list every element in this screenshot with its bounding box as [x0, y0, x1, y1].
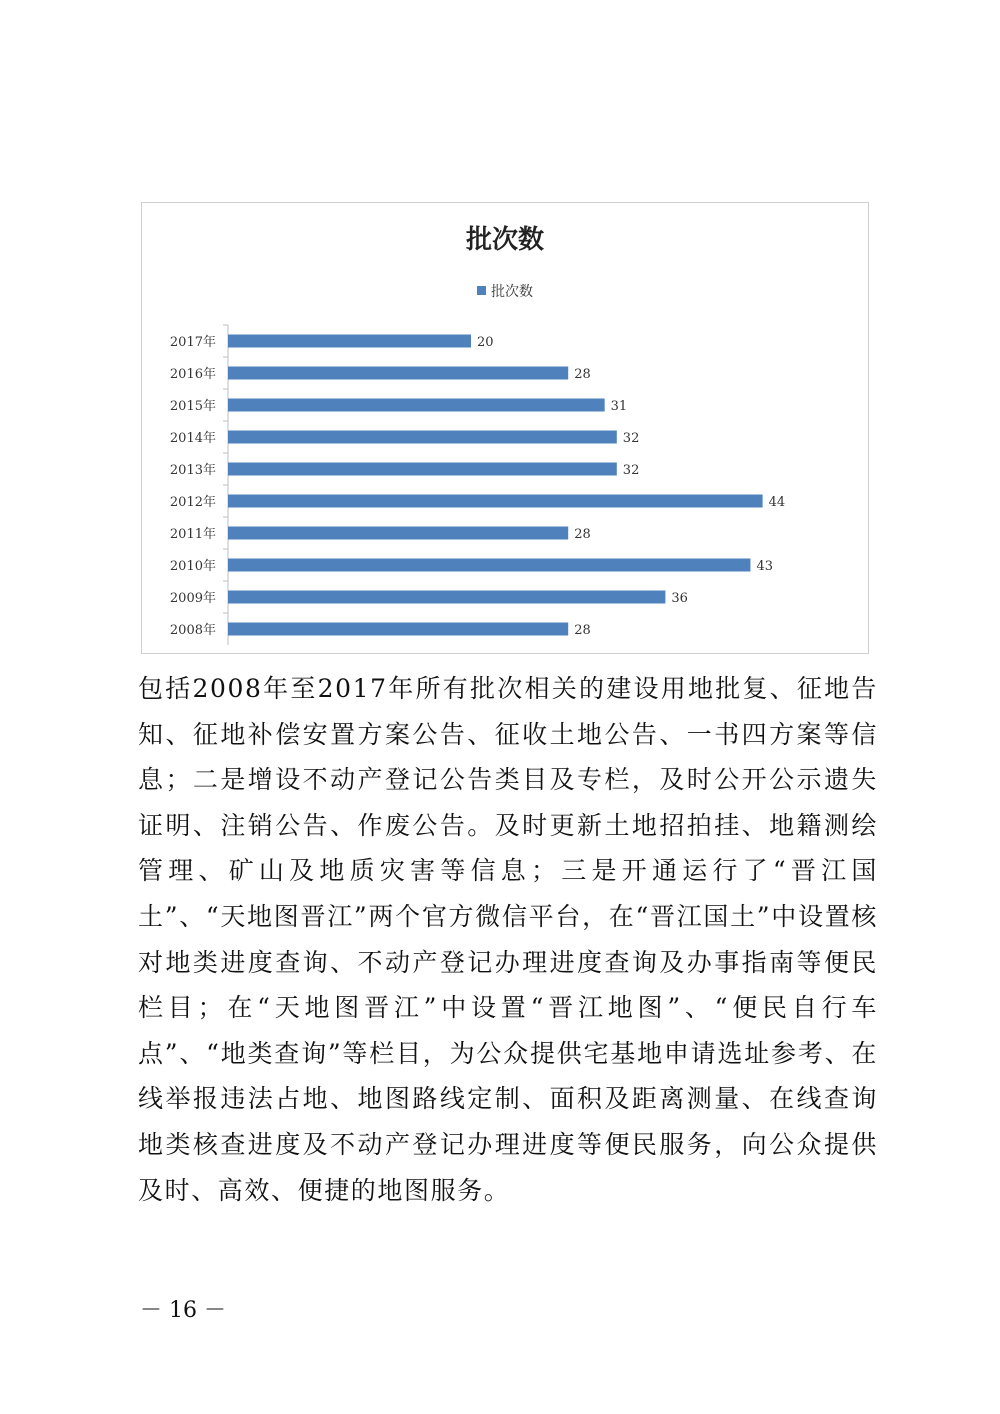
data-label: 28 — [574, 623, 591, 638]
category-label: 2017年 — [169, 335, 216, 350]
bar — [228, 527, 568, 540]
data-label: 28 — [574, 527, 591, 542]
data-label: 32 — [622, 431, 640, 446]
data-label: 20 — [477, 335, 494, 350]
bar-chart — [142, 203, 868, 653]
data-label: 43 — [756, 559, 773, 574]
chart-title: 批次数 — [465, 225, 544, 255]
bar — [228, 431, 617, 444]
data-label: 44 — [768, 495, 786, 510]
page-number: － 16 － — [140, 1298, 226, 1323]
category-label: 2016年 — [169, 367, 216, 382]
data-label: 31 — [610, 399, 628, 414]
body-text — [138, 666, 878, 1213]
data-label: 36 — [671, 591, 688, 606]
category-label: 2008年 — [169, 623, 216, 638]
legend-label: 批次数 — [491, 284, 533, 300]
bar — [228, 399, 605, 412]
body-paragraph: 包括2008年至2017年所有批次相关的建设用地批复、征地告知、征地补偿安置方案公告、征收土地公告、一书四方案等信息；二是增设不动产登记公告类目及专栏，及时公开公示遗失证明、注销公告、作废公告。及时更新土地招拍挂、地籍测绘管理、矿山及地质灾害等信息；三是开通运行了“晋江国土”、“天地图晋江”两个官方微信平台，在“晋江国土”中设置核对地类进度查询、不动产登记办理进度查询及办事指南等便民栏目；在“天地图晋江”中设置“晋江地图”、“便民自行车点”、“地类查询”等栏目，为公众提供宅基地申请选址参考、在线举报违法占地、地图路线定制、面积及距离测量、在线查询地类核查进度及不动产登记办理进度等便民服务，向公众提供及时、高效、便捷的地图服务。 — [138, 674, 878, 1205]
bar — [228, 495, 763, 508]
bar — [228, 623, 568, 636]
bar — [228, 367, 568, 380]
bar — [228, 591, 665, 604]
category-label: 2010年 — [169, 559, 216, 574]
category-label: 2014年 — [169, 431, 216, 446]
bar — [228, 335, 471, 348]
category-label: 2012年 — [169, 495, 216, 510]
bar — [228, 559, 750, 572]
data-label: 32 — [622, 463, 640, 478]
category-label: 2015年 — [169, 399, 216, 414]
category-label: 2009年 — [169, 591, 216, 606]
category-label: 2011年 — [169, 527, 216, 542]
data-label: 28 — [574, 367, 591, 382]
bar — [228, 463, 617, 476]
chart-container — [141, 202, 869, 654]
category-label: 2013年 — [169, 463, 216, 478]
